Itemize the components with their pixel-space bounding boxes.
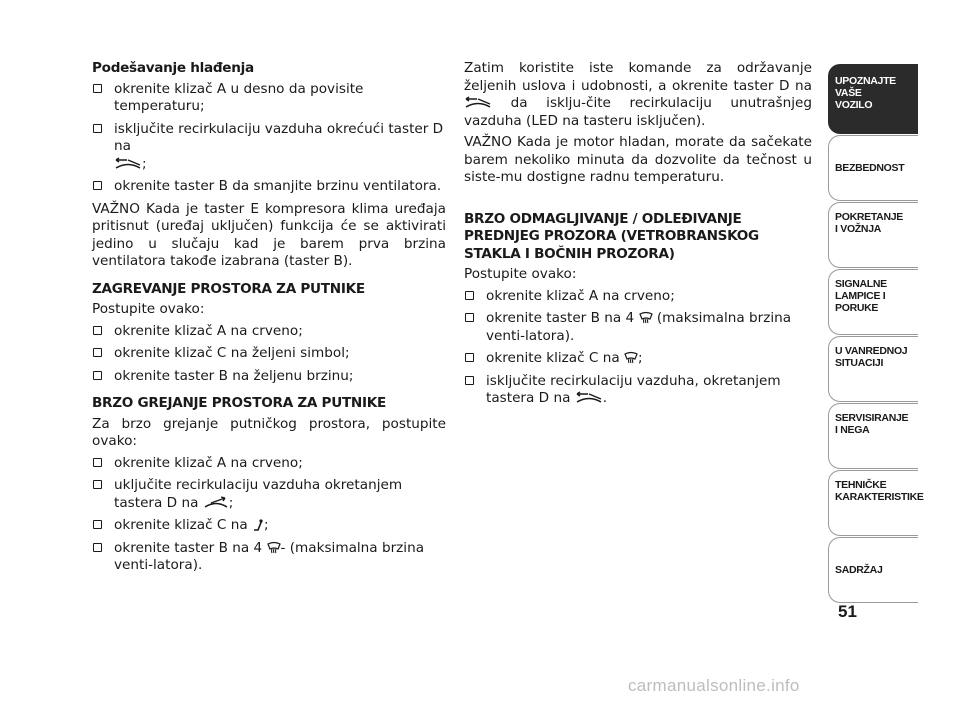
left-column (92, 60, 446, 580)
checkbox-bullet-icon (93, 543, 102, 552)
list-item-text: okrenite klizač C na željeni simbol; (114, 345, 350, 361)
list-item-text: okrenite klizač A na crveno; (114, 322, 303, 339)
list-item (464, 310, 812, 345)
list-item (92, 345, 446, 363)
list-item (92, 81, 446, 116)
checkbox-bullet-icon (465, 376, 474, 385)
list-item-text: isključite recirkulaciju vazduha, okretanjem tastera D na (486, 372, 781, 406)
checkbox-bullet-icon (93, 371, 102, 380)
list-item-text: . (602, 390, 608, 406)
list-item-text: - (maksimalna brzina venti-latora). (114, 539, 425, 573)
list-item-text: okrenite klizač A na crveno; (114, 454, 303, 471)
chapter-tabs (828, 64, 924, 604)
list-item (92, 323, 446, 341)
list-item-text: okrenite taster B na 4 (486, 310, 635, 326)
list-item-text: ; (228, 494, 234, 511)
checkbox-bullet-icon (93, 520, 102, 529)
maintain-paragraph (464, 60, 812, 130)
list-item-text: okrenite taster B na 4 (114, 539, 263, 556)
windshield-defrost-icon (267, 541, 281, 555)
checkbox-bullet-icon (93, 458, 102, 467)
list-item (92, 517, 446, 535)
list-item-text: uključite recirkulaciju vazduha okretanjem tastera D na (114, 477, 403, 511)
quick-heating-intro: Za brzo grejanje putničkog prostora, postupite ovako: (92, 415, 446, 449)
quick-heating-heading: BRZO GREJANJE PROSTORA ZA PUTNIKE (92, 395, 386, 411)
list-item (92, 368, 446, 386)
tab-tehnicke-karakteristike[interactable]: TEHNIČKE KARAKTERISTIKE (828, 470, 918, 536)
list-item (92, 121, 446, 174)
defog-intro: Postupite ovako: (464, 266, 577, 282)
list-item-text: (maksimalna brzina venti-latora). (486, 310, 792, 344)
list-item (464, 350, 812, 368)
right-column (464, 60, 812, 413)
checkbox-bullet-icon (465, 291, 474, 300)
recirculation-off-icon (575, 391, 603, 405)
feet-vent-icon (252, 518, 264, 532)
checkbox-bullet-icon (93, 181, 102, 190)
windshield-defrost-icon (639, 311, 653, 325)
list-item (464, 288, 812, 306)
list-item-text: okrenite taster B na željenu brzinu; (114, 367, 354, 384)
list-item-text: ; (638, 350, 643, 366)
list-item-text: okrenite klizač A u desno da povisite temperaturu; (114, 80, 364, 114)
list-item-text: ; (264, 517, 269, 533)
page-number: 51 (838, 602, 857, 621)
recirculation-off-icon (464, 96, 492, 110)
tab-pokretanje-i-voznja[interactable]: POKRETANJE I VOŽNJA (828, 202, 918, 268)
list-item (464, 373, 812, 408)
tab-upoznajte-vase-vozilo[interactable]: UPOZNAJTE VAŠE VOZILO (828, 64, 918, 134)
checkbox-bullet-icon (465, 313, 474, 322)
checkbox-bullet-icon (93, 348, 102, 357)
cooling-heading: Podešavanje hlađenja (92, 60, 254, 76)
heating-heading: ZAGREVANJE PROSTORA ZA PUTNIKE (92, 280, 365, 297)
paragraph-text: Zatim koristite iste komande za održavanje željenih uslova i udobnosti, a okrenite taster D na (464, 60, 812, 94)
cooling-note: VAŽNO Kada je taster E kompresora klima uređaja pritisnut (uređaj uključen) funkcija će se aktivirati jedino u slučaju kad je barem prva brzina ventilatora takođe izabrana (taster B). (92, 200, 446, 269)
defog-heading: BRZO ODMAGLJIVANJE / ODLEĐIVANJE PREDNJEG PROZORA (VETROBRANSKOG STAKLA I BOČNIH PROZORA) (464, 210, 759, 262)
checkbox-bullet-icon (93, 480, 102, 489)
checkbox-bullet-icon (465, 353, 474, 362)
list-item-text: okrenite klizač A na crveno; (486, 287, 675, 304)
heating-intro: Postupite ovako: (92, 301, 205, 317)
recirculation-off-icon (114, 157, 142, 171)
list-item-text: okrenite klizač C na (486, 350, 620, 366)
checkbox-bullet-icon (93, 124, 102, 133)
paragraph-text: da isklju-čite recirkulaciju unutrašnjeg vazduha (LED na tasteru isključen). (464, 95, 812, 129)
list-item (92, 540, 446, 575)
tab-u-vanrednoj-situaciji[interactable]: U VANREDNOJ SITUACIJI (828, 336, 918, 402)
list-item (92, 477, 446, 512)
windshield-defrost-icon (624, 351, 638, 365)
tab-bezbednost[interactable]: BEZBEDNOST (828, 135, 918, 201)
engine-cold-note: VAŽNO Kada je motor hladan, morate da sačekate barem nekoliko minuta da dozvolite da tečnost u siste-mu dostigne radnu temperaturu. (464, 134, 812, 185)
list-item-text: okrenite klizač C na (114, 517, 248, 533)
tab-servisiranje-i-nega[interactable]: SERVISIRANJE I NEGA (828, 403, 918, 469)
list-item-text: ; (142, 155, 147, 172)
checkbox-bullet-icon (93, 84, 102, 93)
recirculation-on-icon (203, 496, 229, 510)
list-item-text: isključite recirkulaciju vazduha okrećući taster D na (114, 120, 444, 154)
list-item (92, 455, 446, 473)
list-item-text: okrenite taster B da smanjite brzinu ventilatora. (114, 178, 442, 194)
tab-sadrzaj[interactable]: SADRŽAJ (828, 537, 918, 603)
watermark: carmanualsonline.info (628, 676, 800, 695)
tab-signalne-lampice[interactable]: SIGNALNE LAMPICE I PORUKE (828, 269, 918, 335)
list-item (92, 178, 446, 196)
checkbox-bullet-icon (93, 326, 102, 335)
